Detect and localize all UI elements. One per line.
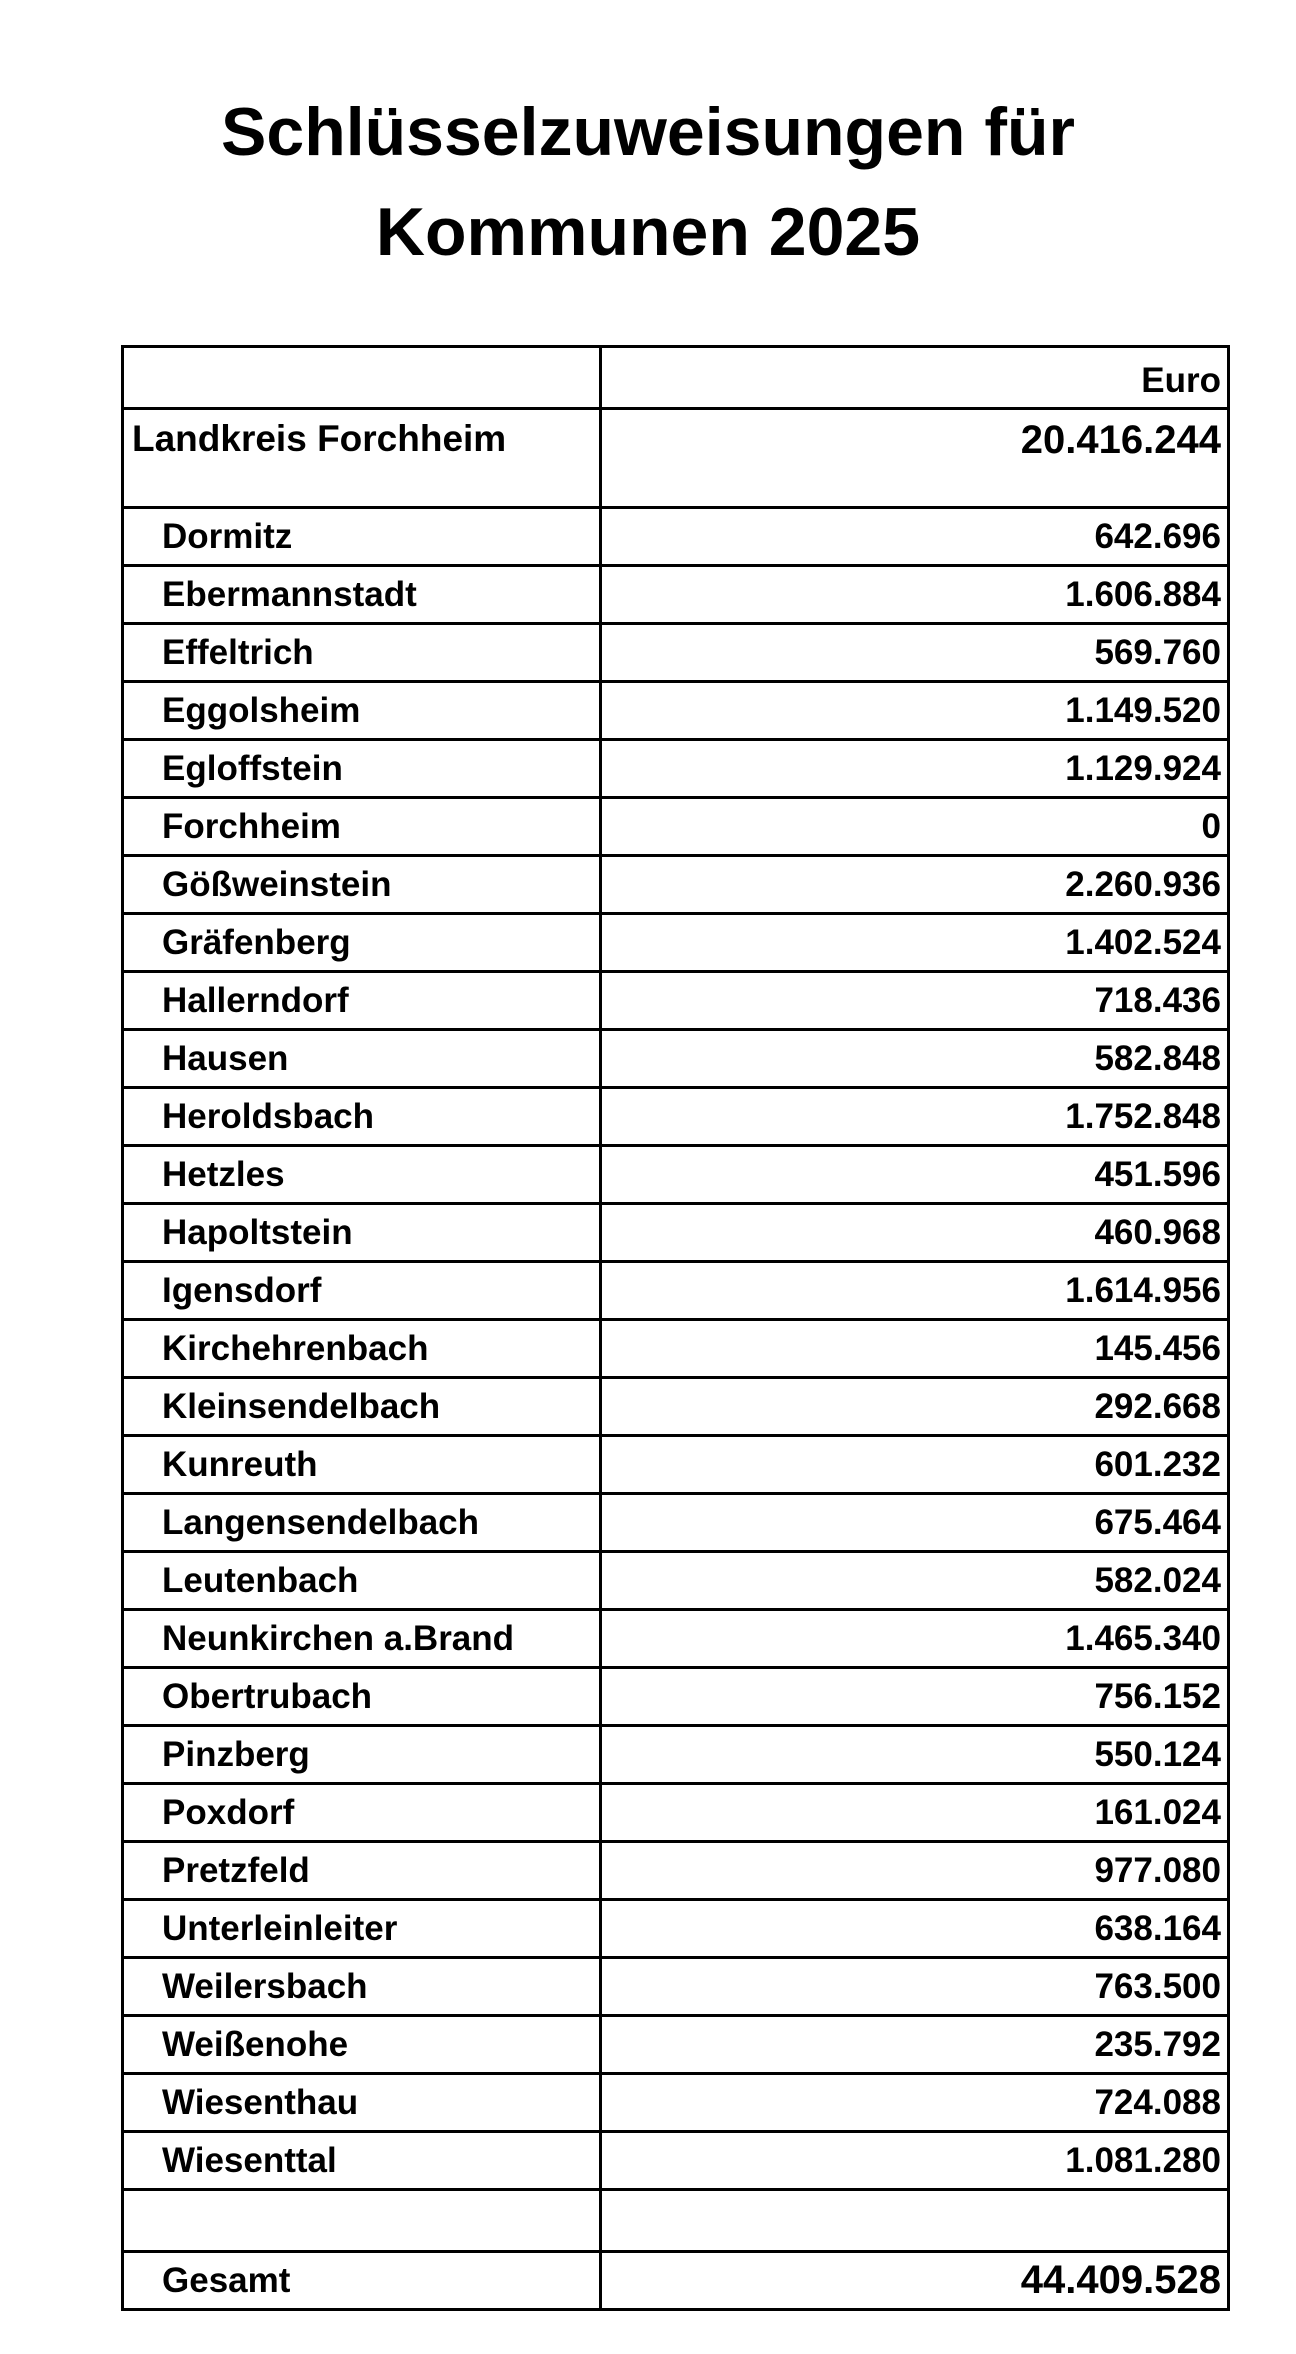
- municipality-value-cell: 582.024: [601, 1552, 1229, 1610]
- blank-cell: [601, 2190, 1229, 2252]
- page-title-line-2: Kommunen 2025: [375, 194, 921, 270]
- header-name-cell: [123, 347, 601, 409]
- municipality-name-cell: Wiesenthau: [123, 2074, 601, 2132]
- municipality-row: [123, 1262, 1229, 1320]
- municipality-name-cell: Eggolsheim: [123, 682, 601, 740]
- municipality-value-cell: 724.088: [601, 2074, 1229, 2132]
- municipality-row: [123, 624, 1229, 682]
- municipality-row: [123, 1378, 1229, 1436]
- header-currency-cell: Euro: [601, 347, 1229, 409]
- municipality-row: [123, 1784, 1229, 1842]
- municipality-row: [123, 2074, 1229, 2132]
- municipality-value-cell: 1.129.924: [601, 740, 1229, 798]
- municipality-value-cell: 1.606.884: [601, 566, 1229, 624]
- municipality-name-cell: Kleinsendelbach: [123, 1378, 601, 1436]
- municipality-row: [123, 1436, 1229, 1494]
- municipality-value-cell: 1.402.524: [601, 914, 1229, 972]
- municipality-value-cell: 601.232: [601, 1436, 1229, 1494]
- municipality-name-cell: Hapoltstein: [123, 1204, 601, 1262]
- municipality-value-cell: 1.752.848: [601, 1088, 1229, 1146]
- municipality-name-cell: Obertrubach: [123, 1668, 601, 1726]
- total-value-cell: 44.409.528: [601, 2252, 1229, 2310]
- total-label-cell: Gesamt: [123, 2252, 601, 2310]
- municipality-row: [123, 740, 1229, 798]
- municipality-value-cell: 2.260.936: [601, 856, 1229, 914]
- municipality-row: [123, 1668, 1229, 1726]
- municipality-value-cell: 161.024: [601, 1784, 1229, 1842]
- municipality-value-cell: 642.696: [601, 508, 1229, 566]
- municipality-value-cell: 718.436: [601, 972, 1229, 1030]
- municipality-name-cell: Neunkirchen a.Brand: [123, 1610, 601, 1668]
- municipality-row: [123, 2132, 1229, 2190]
- municipality-row: [123, 1726, 1229, 1784]
- municipality-name-cell: Kirchehrenbach: [123, 1320, 601, 1378]
- municipality-name-cell: Unterleinleiter: [123, 1900, 601, 1958]
- municipality-row: [123, 1494, 1229, 1552]
- municipality-value-cell: 292.668: [601, 1378, 1229, 1436]
- municipality-value-cell: 1.614.956: [601, 1262, 1229, 1320]
- municipality-value-cell: 569.760: [601, 624, 1229, 682]
- municipality-row: [123, 856, 1229, 914]
- municipality-name-cell: Kunreuth: [123, 1436, 601, 1494]
- municipality-value-cell: 977.080: [601, 1842, 1229, 1900]
- municipality-value-cell: 235.792: [601, 2016, 1229, 2074]
- blank-cell: [123, 2190, 601, 2252]
- municipality-value-cell: 1.149.520: [601, 682, 1229, 740]
- municipality-row: [123, 1958, 1229, 2016]
- municipality-value-cell: 763.500: [601, 1958, 1229, 2016]
- municipality-row: [123, 1552, 1229, 1610]
- district-name-cell: Landkreis Forchheim: [123, 409, 601, 508]
- municipality-row: [123, 2016, 1229, 2074]
- municipality-value-cell: 0: [601, 798, 1229, 856]
- municipality-name-cell: Weißenohe: [123, 2016, 601, 2074]
- municipality-name-cell: Ebermannstadt: [123, 566, 601, 624]
- municipality-name-cell: Egloffstein: [123, 740, 601, 798]
- municipality-value-cell: 756.152: [601, 1668, 1229, 1726]
- municipality-row: [123, 914, 1229, 972]
- municipality-name-cell: Hetzles: [123, 1146, 601, 1204]
- page-title-line-1: Schlüsselzuweisungen für: [221, 94, 1075, 170]
- municipality-row: [123, 1030, 1229, 1088]
- municipality-name-cell: Heroldsbach: [123, 1088, 601, 1146]
- municipality-name-cell: Igensdorf: [123, 1262, 601, 1320]
- municipality-name-cell: Gräfenberg: [123, 914, 601, 972]
- municipality-name-cell: Dormitz: [123, 508, 601, 566]
- municipality-row: [123, 1204, 1229, 1262]
- allocation-table: [121, 345, 1230, 2311]
- municipality-value-cell: 460.968: [601, 1204, 1229, 1262]
- blank-row: [123, 2190, 1229, 2252]
- table-header-row: [123, 347, 1229, 409]
- municipality-name-cell: Wiesenttal: [123, 2132, 601, 2190]
- municipality-row: [123, 1610, 1229, 1668]
- municipality-name-cell: Forchheim: [123, 798, 601, 856]
- municipality-name-cell: Leutenbach: [123, 1552, 601, 1610]
- municipality-row: [123, 1146, 1229, 1204]
- municipality-name-cell: Langensendelbach: [123, 1494, 601, 1552]
- municipality-name-cell: Pretzfeld: [123, 1842, 601, 1900]
- municipality-row: [123, 1842, 1229, 1900]
- municipality-value-cell: 675.464: [601, 1494, 1229, 1552]
- municipality-row: [123, 972, 1229, 1030]
- municipality-row: [123, 798, 1229, 856]
- municipality-value-cell: 1.081.280: [601, 2132, 1229, 2190]
- municipality-value-cell: 451.596: [601, 1146, 1229, 1204]
- municipality-name-cell: Weilersbach: [123, 1958, 601, 2016]
- municipality-name-cell: Hausen: [123, 1030, 601, 1088]
- district-value-cell: 20.416.244: [601, 409, 1229, 508]
- municipality-row: [123, 508, 1229, 566]
- municipality-name-cell: Gößweinstein: [123, 856, 601, 914]
- municipality-value-cell: 582.848: [601, 1030, 1229, 1088]
- municipality-name-cell: Hallerndorf: [123, 972, 601, 1030]
- municipality-row: [123, 1320, 1229, 1378]
- municipality-name-cell: Poxdorf: [123, 1784, 601, 1842]
- municipality-row: [123, 1900, 1229, 1958]
- municipality-value-cell: 550.124: [601, 1726, 1229, 1784]
- municipality-value-cell: 145.456: [601, 1320, 1229, 1378]
- total-row: [123, 2252, 1229, 2310]
- district-row: [123, 409, 1229, 508]
- municipality-row: [123, 566, 1229, 624]
- table-body: [123, 347, 1229, 2310]
- municipality-row: [123, 1088, 1229, 1146]
- municipality-row: [123, 682, 1229, 740]
- municipality-value-cell: 638.164: [601, 1900, 1229, 1958]
- municipality-name-cell: Effeltrich: [123, 624, 601, 682]
- municipality-value-cell: 1.465.340: [601, 1610, 1229, 1668]
- municipality-name-cell: Pinzberg: [123, 1726, 601, 1784]
